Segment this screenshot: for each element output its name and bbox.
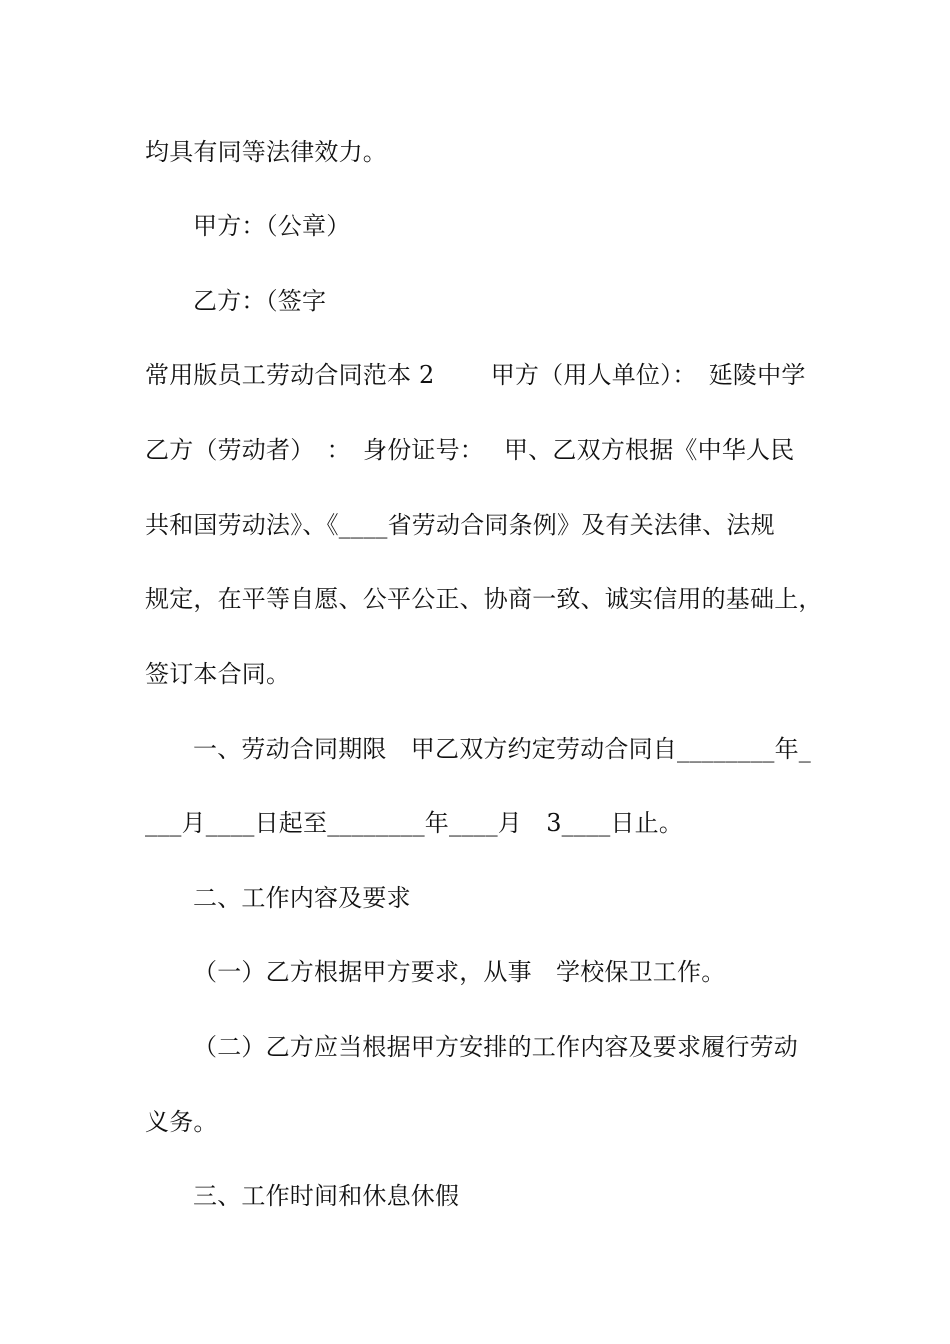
paragraph-line: 均具有同等法律效力。 <box>145 138 387 166</box>
party-a-seal-line: 甲方：（公章） <box>193 212 351 240</box>
clause-line: （一）乙方根据甲方要求，从事 学校保卫工作。 <box>193 958 726 986</box>
section-heading-work-content: 二、工作内容及要求 <box>193 884 411 912</box>
paragraph-line: 规定，在平等自愿、公平公正、协商一致、诚实信用的基础上， <box>145 585 823 613</box>
paragraph-line: 乙方（劳动者） ： 身份证号： 甲、乙双方根据《中华人民 <box>145 436 795 464</box>
contract-title-line: 常用版员工劳动合同范本 2 甲方（用人单位）： 延陵中学 <box>145 361 806 389</box>
clause-line: （二）乙方应当根据甲方安排的工作内容及要求履行劳动 <box>193 1033 798 1061</box>
paragraph-line: 义务。 <box>145 1108 218 1136</box>
paragraph-line: 签订本合同。 <box>145 660 291 688</box>
party-b-signature-line: 乙方：（签字 <box>193 287 327 315</box>
paragraph-line: 共和国劳动法》、《____省劳动合同条例》及有关法律、法规 <box>145 511 775 539</box>
section-heading-term: 一、劳动合同期限 甲乙双方约定劳动合同自________年_ <box>193 735 811 763</box>
paragraph-line: ___月____日起至________年____月 3____日止。 <box>145 809 684 837</box>
section-heading-work-time: 三、工作时间和休息休假 <box>193 1182 460 1210</box>
